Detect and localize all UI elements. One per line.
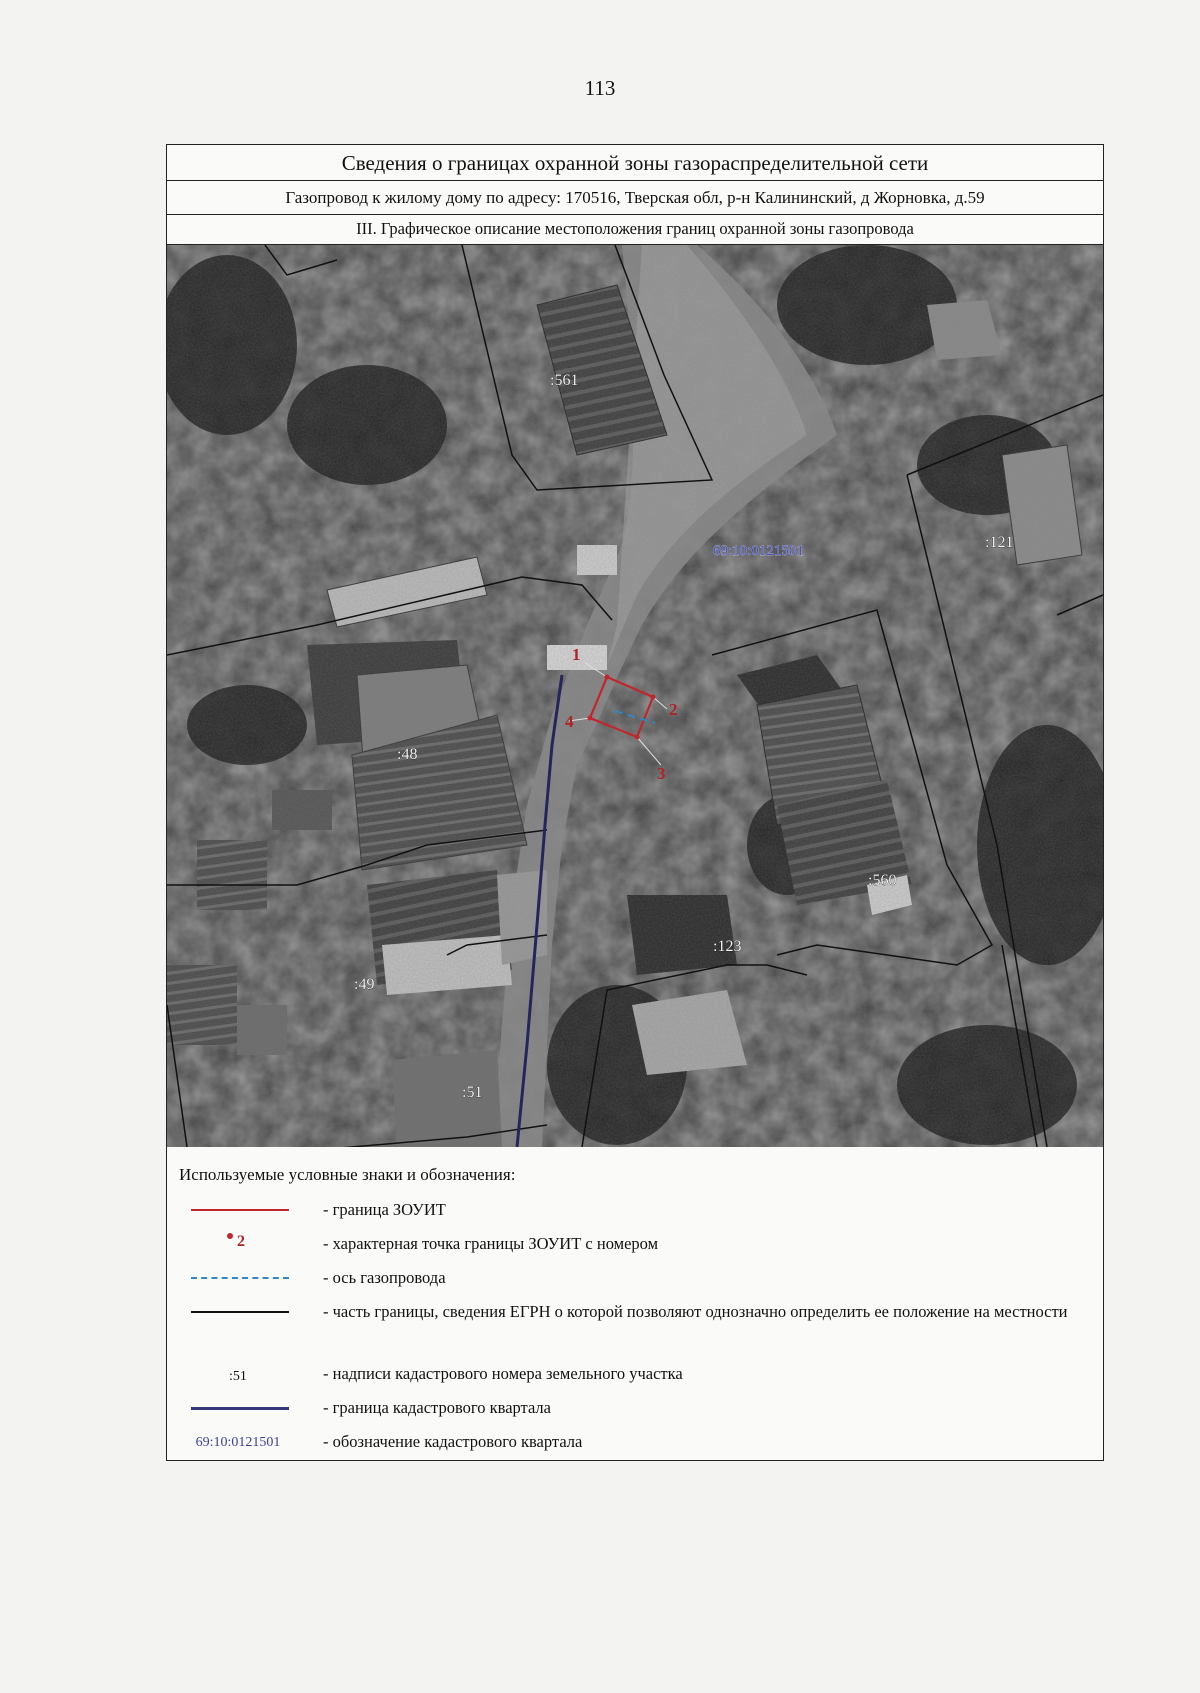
parcel-label-560: :560 — [868, 872, 897, 889]
document-title: Сведения о границах охранной зоны газораспределительной сети — [167, 145, 1103, 181]
legend-symbol-dashed-line — [179, 1263, 289, 1293]
legend-item-parcel-boundary — [167, 1297, 1103, 1351]
page-number: 113 — [584, 76, 616, 100]
legend-symbol-blue-line — [179, 1393, 289, 1423]
legend-item-quarter-label — [167, 1427, 1103, 1457]
legend-symbol-black-line — [179, 1297, 289, 1327]
parcel-label-121: :121 — [985, 534, 1014, 551]
legend-text: - граница кадастрового квартала — [323, 1398, 551, 1417]
legend-symbol-point — [179, 1229, 289, 1259]
point-label-2: 2 — [669, 700, 678, 719]
legend-text: - надписи кадастрового номера земельного участка — [323, 1364, 683, 1383]
parcel-label-561: :561 — [550, 372, 579, 389]
legend-text: - граница ЗОУИТ — [323, 1200, 446, 1219]
legend-text: - часть границы, сведения ЕГРН о которой позволяют однозначно определить ее положение на местности — [323, 1302, 1068, 1321]
legend-text: - ось газопровода — [323, 1268, 446, 1287]
legend-item-zone-boundary — [167, 1195, 1103, 1225]
imagery-grain — [167, 245, 1103, 1147]
map-canvas — [167, 245, 1103, 1147]
legend — [167, 1147, 1103, 1460]
parcel-label-49: :49 — [354, 976, 375, 993]
aerial-map — [167, 245, 1103, 1147]
legend-text: - обозначение кадастрового квартала — [323, 1432, 583, 1451]
legend-sample-quarter: 69:10:0121501 — [195, 1435, 281, 1450]
section-heading: III. Графическое описание местоположения границ охранной зоны газопровода — [167, 215, 1103, 245]
object-description: Газопровод к жилому дому по адресу: 170516, Тверская обл, р-н Калининский, д Жорновка, д.59 — [167, 181, 1103, 215]
legend-item-boundary-point — [167, 1229, 1103, 1259]
legend-text: - характерная точка границы ЗОУИТ с номером — [323, 1234, 659, 1253]
legend-item-parcel-label — [167, 1359, 1103, 1389]
legend-point-number: 2 — [237, 1233, 245, 1250]
legend-symbol-parcel-label — [179, 1359, 289, 1389]
parcel-label-48: :48 — [397, 746, 418, 763]
legend-item-gas-axis — [167, 1263, 1103, 1293]
legend-symbol-red-line — [179, 1195, 289, 1225]
quarter-label: 69:10:0121501 — [713, 543, 804, 559]
legend-sample-parcel: :51 — [229, 1369, 247, 1384]
point-label-1: 1 — [572, 645, 581, 664]
point-label-3: 3 — [657, 764, 666, 783]
parcel-label-51: :51 — [462, 1084, 483, 1101]
legend-item-quarter-boundary — [167, 1393, 1103, 1423]
document-frame — [166, 144, 1104, 1461]
parcel-label-123: :123 — [713, 938, 742, 955]
point-label-4: 4 — [565, 712, 574, 731]
legend-symbol-quarter-label — [179, 1427, 289, 1457]
legend-title: Используемые условные знаки и обозначения: — [179, 1165, 516, 1184]
